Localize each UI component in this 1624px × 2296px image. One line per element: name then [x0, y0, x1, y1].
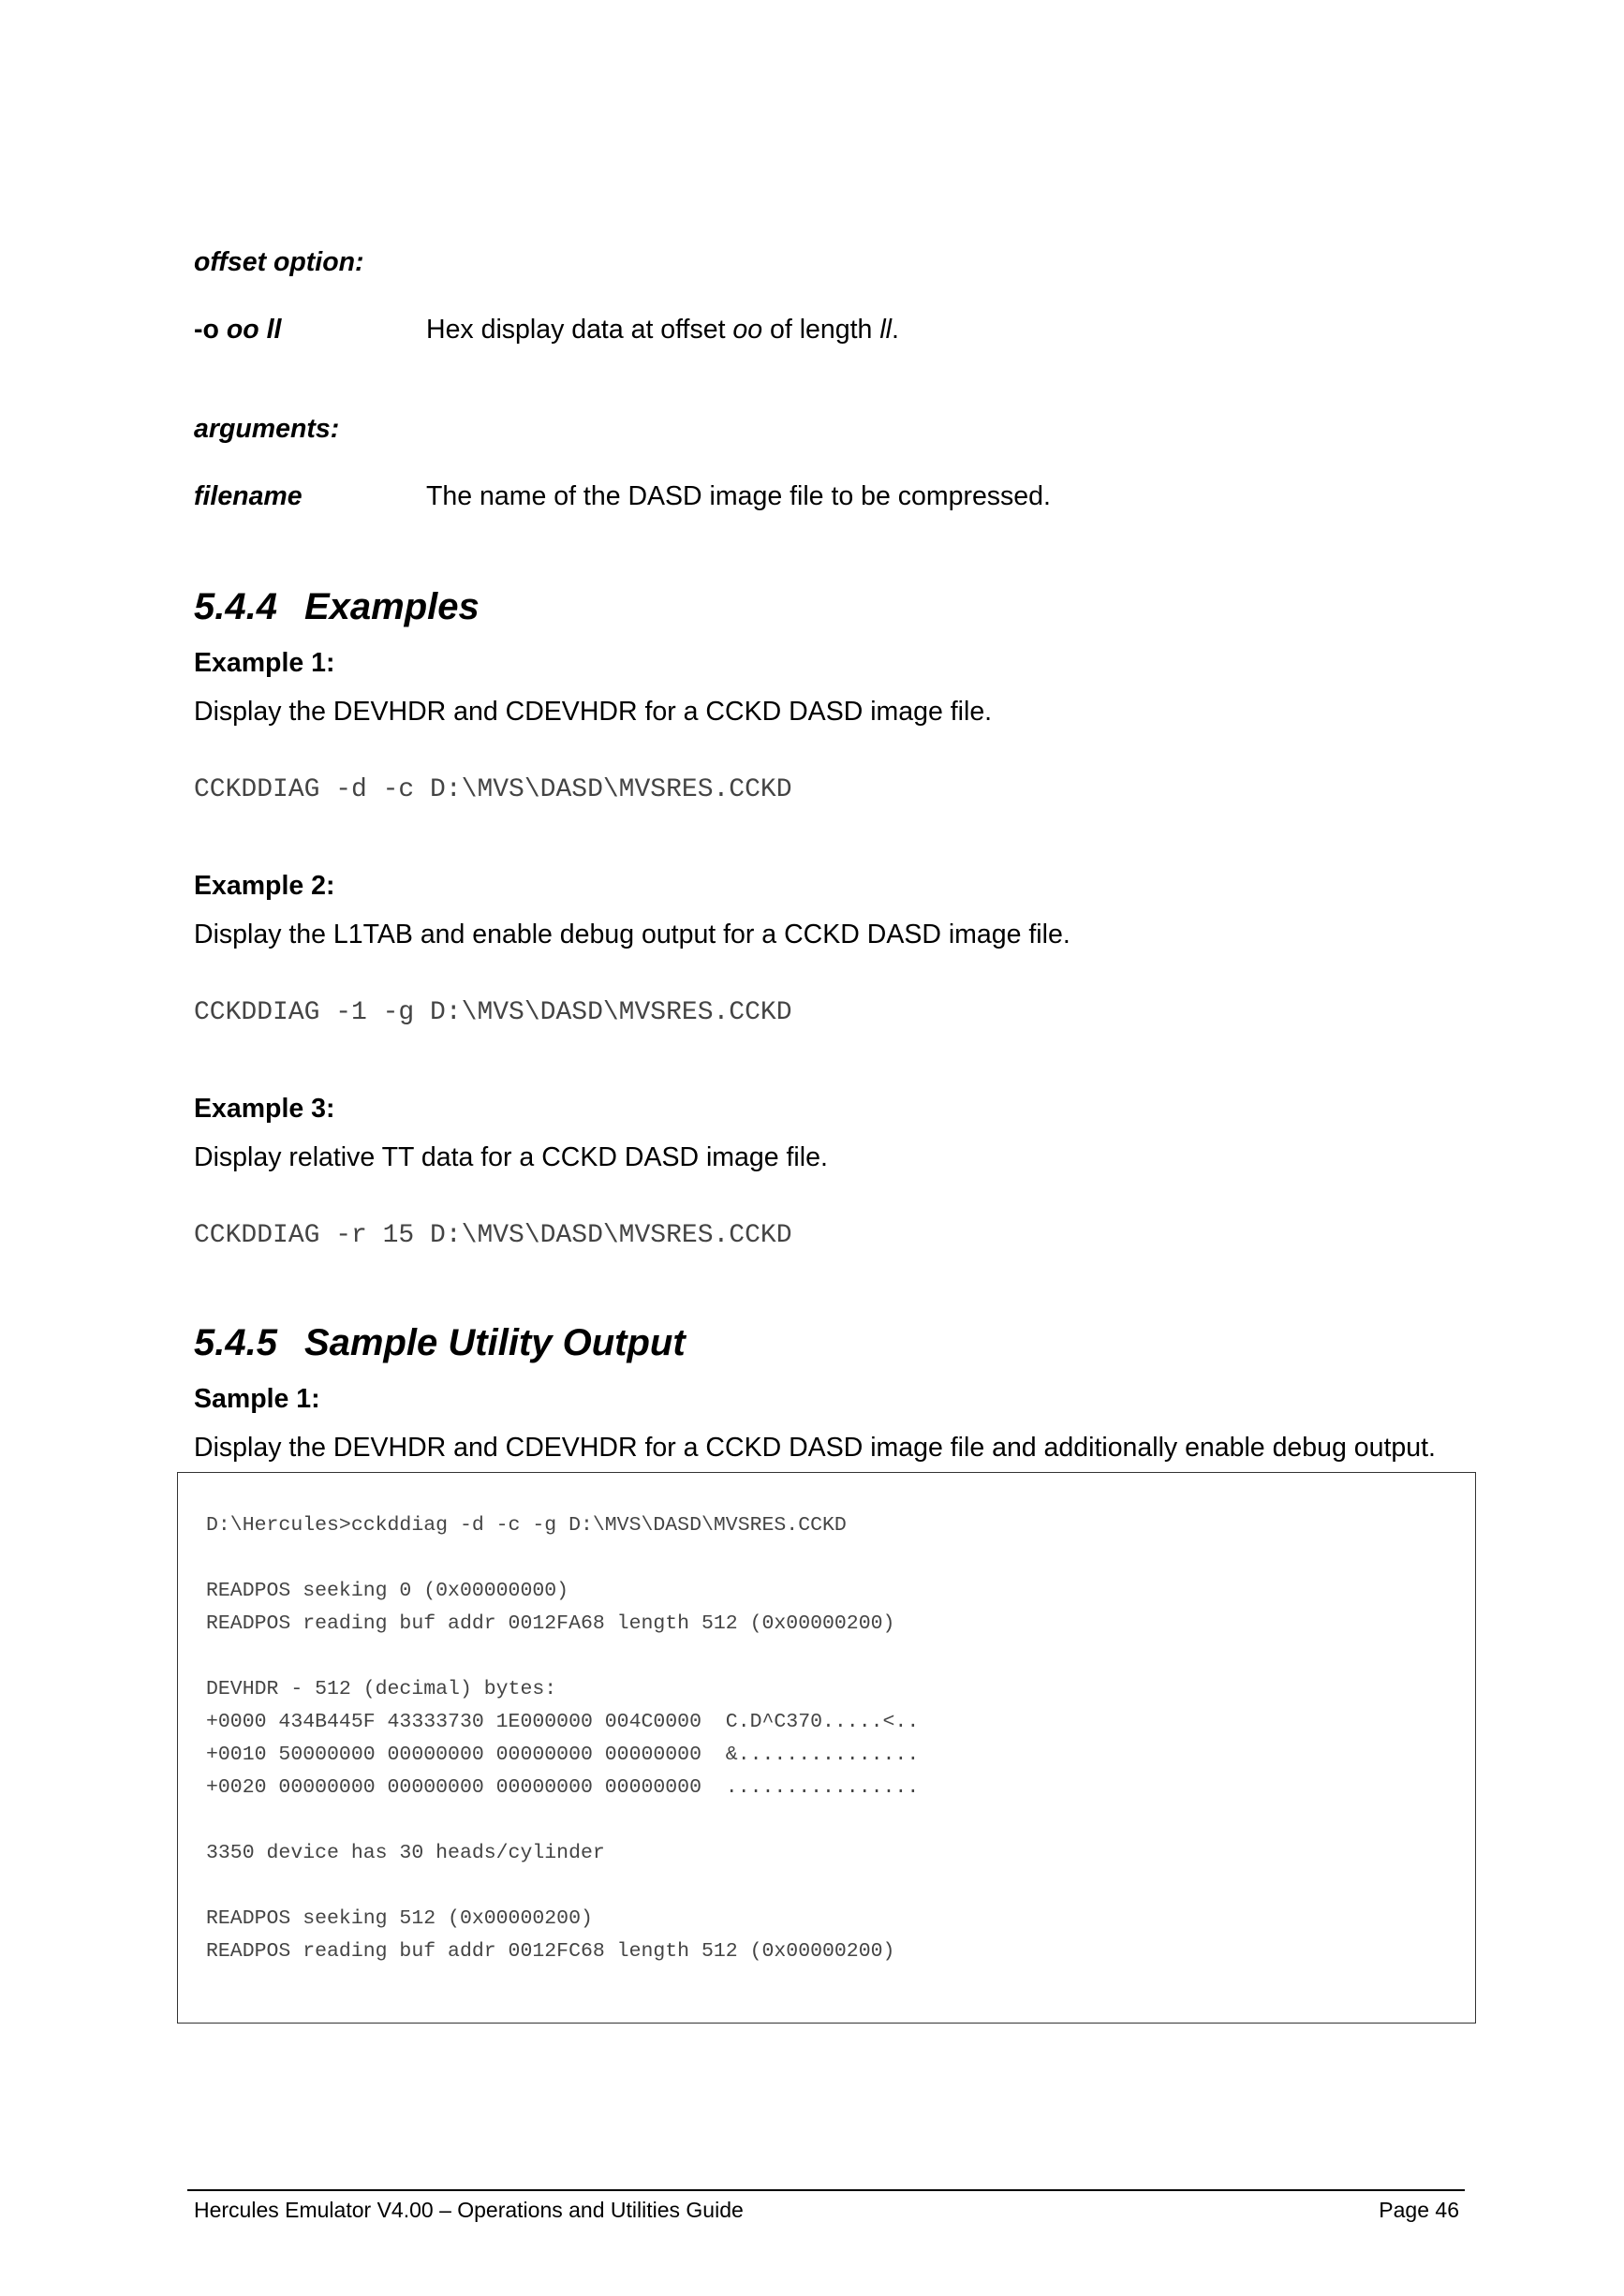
- offset-desc-post: .: [891, 315, 899, 345]
- example-label: Example 3:: [194, 1094, 335, 1124]
- sample-description: Display the DEVHDR and CDEVHDR for a CCKD DASD image file and additionally enable debug output.: [194, 1433, 1436, 1463]
- sample-label: Sample 1:: [194, 1384, 320, 1414]
- arguments-description: The name of the DASD image file to be compressed.: [426, 481, 1051, 511]
- example-command: CCKDDIAG -d -c D:\MVS\DASD\MVSRES.CCKD: [194, 775, 792, 804]
- arguments-term: filename: [194, 481, 303, 511]
- output-line: READPOS reading buf addr 0012FA68 length 512 (0x00000200): [206, 1612, 895, 1635]
- offset-desc-ll: ll: [879, 315, 892, 345]
- example-description: Display the L1TAB and enable debug output for a CCKD DASD image file.: [194, 920, 1070, 949]
- section-title: Examples: [304, 586, 480, 627]
- example-description: Display the DEVHDR and CDEVHDR for a CCKD DASD image file.: [194, 697, 993, 727]
- offset-option-description: [426, 315, 899, 346]
- offset-option-heading: offset option:: [194, 247, 364, 277]
- section-heading-sample-output: [194, 1322, 686, 1364]
- offset-desc-mid: of length: [762, 315, 880, 345]
- output-line: READPOS seeking 512 (0x00000200): [206, 1907, 593, 1930]
- output-line: +0010 50000000 00000000 00000000 00000000 &...............: [206, 1744, 920, 1766]
- arguments-heading: arguments:: [194, 414, 340, 444]
- output-line: 3350 device has 30 heads/cylinder: [206, 1842, 605, 1864]
- offset-option-term: [194, 315, 281, 346]
- example-label: Example 2:: [194, 871, 335, 901]
- footer-rule: [187, 2189, 1465, 2191]
- section-number: 5.4.4: [194, 586, 277, 627]
- page-number: Page 46: [1379, 2198, 1459, 2222]
- example-description: Display relative TT data for a CCKD DASD image file.: [194, 1142, 828, 1172]
- example-command: CCKDDIAG -1 -g D:\MVS\DASD\MVSRES.CCKD: [194, 998, 792, 1027]
- offset-desc-oo: oo: [732, 315, 763, 345]
- output-line: +0020 00000000 00000000 00000000 00000000 ................: [206, 1776, 920, 1799]
- offset-option-params: oo ll: [226, 315, 282, 345]
- footer-title: Hercules Emulator V4.00 – Operations and Utilities Guide: [194, 2198, 744, 2222]
- section-heading-examples: [194, 586, 480, 628]
- output-line: DEVHDR - 512 (decimal) bytes:: [206, 1678, 557, 1700]
- output-line: D:\Hercules>cckddiag -d -c -g D:\MVS\DASD\MVSRES.CCKD: [206, 1514, 847, 1537]
- sample-output-box: [177, 1472, 1476, 2024]
- offset-desc-pre: Hex display data at offset: [426, 315, 733, 345]
- section-title: Sample Utility Output: [304, 1322, 686, 1363]
- output-line: READPOS seeking 0 (0x00000000): [206, 1580, 569, 1602]
- output-line: +0000 434B445F 43333730 1E000000 004C0000 C.D^C370.....<..: [206, 1711, 920, 1733]
- output-line: READPOS reading buf addr 0012FC68 length 512 (0x00000200): [206, 1940, 895, 1963]
- example-label: Example 1:: [194, 648, 335, 678]
- example-command: CCKDDIAG -r 15 D:\MVS\DASD\MVSRES.CCKD: [194, 1221, 792, 1250]
- offset-option-flag: -o: [194, 315, 227, 345]
- section-number: 5.4.5: [194, 1322, 277, 1363]
